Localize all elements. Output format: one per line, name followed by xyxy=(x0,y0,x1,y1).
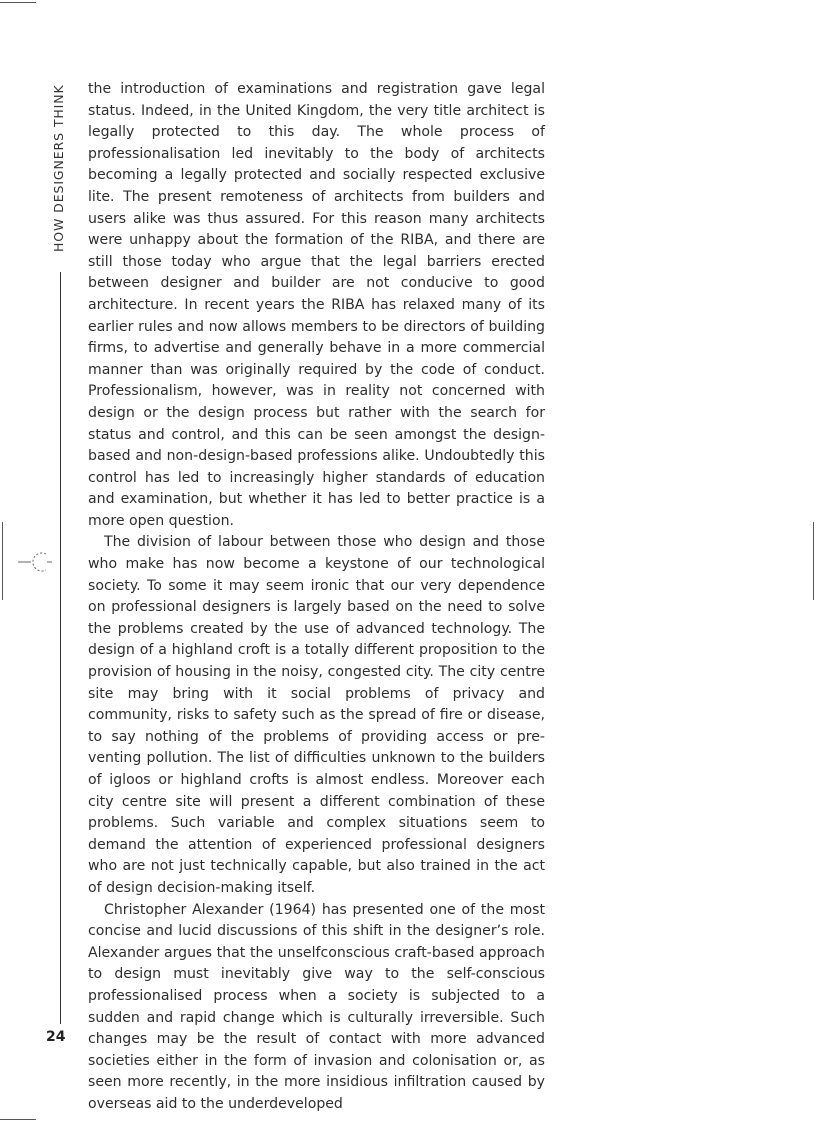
paragraph: The division of labour between those who design and those who make has now become a keystone of our technological society. To some it may seem ironic that our very dependence on professional designers is largely based on the need to solve the problems created by the use of advanced technology. The design of a highland croft is a totally different proposition to the provision of housing in the noisy, congested city. The city centre site may bring with it social problems of privacy and community, risks to safety such as the spread of fire or disease, to say nothing of the problems of providing access or preventing pollution. The list of difficulties unknown to the builders of igloos or highland crofts is almost endless. Moreover each city centre site will present a different combination of these problems. Such variable and complex situations seem to demand the attention of experienced professional designers who are not just technically capable, but also trained in the act of design decision-making itself. xyxy=(88,534,545,896)
crop-mark-bottom-left xyxy=(0,1119,36,1120)
margin-rule xyxy=(60,272,61,1024)
crop-mark-top-left xyxy=(0,2,36,3)
paragraph: the introduction of examinations and registration gave legal status. Indeed, in the United Kingdom, the very title architect is legally protected to this day. The whole process of professionalisation led inevitably to the body of architects becoming a legally protected and socially respected exclusive lite. The present remoteness of architects from builders and users alike was thus assured. For this reason many architects were unhappy about the formation of the RIBA, and there are still those today who argue that the legal barriers erected between designer and builder are not conducive to good architecture. In recent years the RIBA has relaxed many of its earlier rules and now allows members to be directors of building firms, to advertise and generally behave in a more commercial manner than was originally required by the code of conduct. Professionalism, however, was in reality not concerned with design or the design process but rather with the search for status and control, and this can be seen amongst the design-based and non-design-based professions alike. Undoubtedly this control has led to increasingly higher standards of education and examination, but whether it has led to better practice is a more open question. xyxy=(88,81,545,529)
body-text xyxy=(88,79,545,1116)
running-head: HOW DESIGNERS THINK xyxy=(51,84,66,252)
crop-mark-left-middle xyxy=(2,522,3,600)
page-number: 24 xyxy=(46,1029,66,1045)
paragraph: Christopher Alexander (1964) has presented one of the most concise and lucid discussions of this shift in the designer’s role. Alexander argues that the unselfconscious craft-based approach to design must inevitably give way to the self-conscious professionalised process when a society is subjected to a sudden and rapid change which is culturally irreversible. Such changes may be the result of contact with more advanced societies either in the form of invasion and colonisation or, as seen more recently, in the more insidious infiltration caused by overseas aid to the underdeveloped xyxy=(88,901,545,1112)
crop-mark-right-middle xyxy=(813,522,814,600)
registration-mark-icon xyxy=(18,549,54,575)
